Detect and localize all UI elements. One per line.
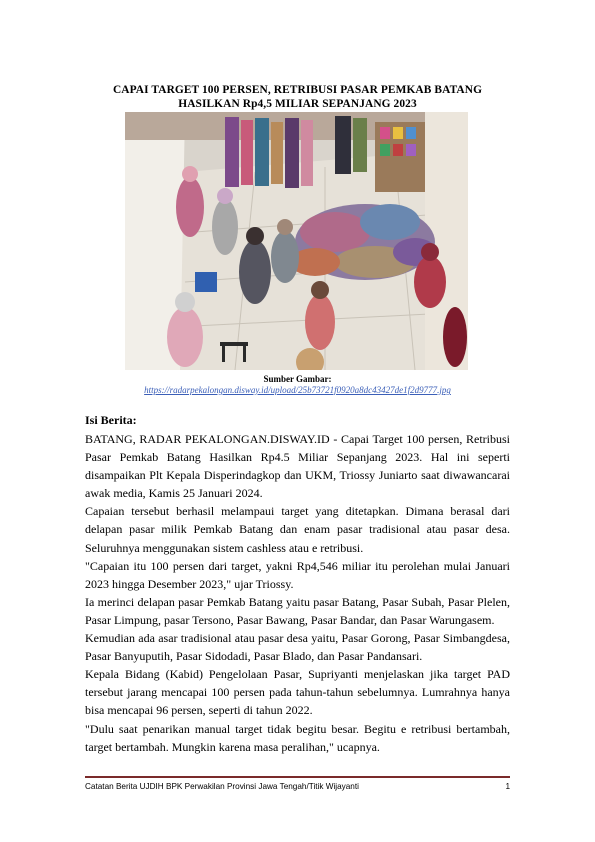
article-title: [70, 84, 525, 111]
paragraph: Kepala Bidang (Kabid) Pengelolaan Pasar, Supriyanti menjelaskan jika target PAD tersebut jarang mencapai 100 persen pada tahun-tahun sebelumnya. Lumrahnya hanya bisa mencapai 96 persen, seperti di tahun 2022.: [85, 667, 510, 718]
paragraph: BATANG, RADAR PEKALONGAN.DISWAY.ID - Capai Target 100 persen, Retribusi Pasar Pemkab Batang Hasilkan Rp4.5 Miliar Sepanjang 2023. Hal ini seperti disampaikan Plt Kepala Disperindagkop dan UKM, Triossy Juniarto saat diwawancarai awak media, Kamis 25 Januari 2024.: [85, 432, 510, 501]
paragraph: Kemudian ada asar tradisional atau pasar desa yaitu, Pasar Gorong, Pasar Simbangdesa, Pasar Banyuputih, Pasar Sidodadi, Pasar Blado, dan Pasar Pandansari.: [85, 631, 510, 664]
article-body: [85, 430, 510, 756]
image-caption: [70, 374, 525, 396]
page-footer: [85, 782, 510, 791]
paragraph: Ia merinci delapan pasar Pemkab Batang yaitu pasar Batang, Pasar Subah, Pasar Plelen, Pasar Limpung, pasar Tersono, Pasar Bawang, Pasar Bandar, dan Pasar Warungasem.: [85, 594, 510, 627]
paragraph: Capaian tersebut berhasil melampaui target yang ditetapkan. Dimana berasal dari delapan pasar milik Pemkab Batang dan enam pasar tradisional atau pasar desa. Seluruhnya menggunakan sistem cashless atau e retribusi.: [85, 504, 510, 555]
section-heading: Isi Berita:: [85, 413, 137, 427]
title-line-1: CAPAI TARGET 100 PERSEN, RETRIBUSI PASAR PEMKAB BATANG: [112, 84, 483, 96]
paragraph: "Dulu saat penarikan manual target tidak begitu besar. Begitu e retribusi bertambah, target bertambah. Mungkin karena masa peralihan," ucapnya.: [85, 721, 510, 754]
page-number: 1: [505, 782, 510, 791]
footer-divider: [85, 776, 510, 778]
market-photo: [125, 112, 468, 370]
paragraph: "Capaian itu 100 persen dari target, yakni Rp4,546 miliar itu perolehan mulai Januari 2023 hingga Desember 2023," ujar Triossy.: [85, 558, 510, 591]
caption-url-link[interactable]: https://radarpekalongan.disway.id/upload/25b73721f0920a8dc43427de1f2d9777.jpg: [144, 385, 451, 395]
caption-label: Sumber Gambar:: [263, 374, 332, 384]
footer-text: Catatan Berita UJDIH BPK Perwakilan Provinsi Jawa Tengah/Titik Wijayanti: [85, 782, 359, 791]
title-line-2: HASILKAN Rp4,5 MILIAR SEPANJANG 2023: [178, 97, 417, 110]
